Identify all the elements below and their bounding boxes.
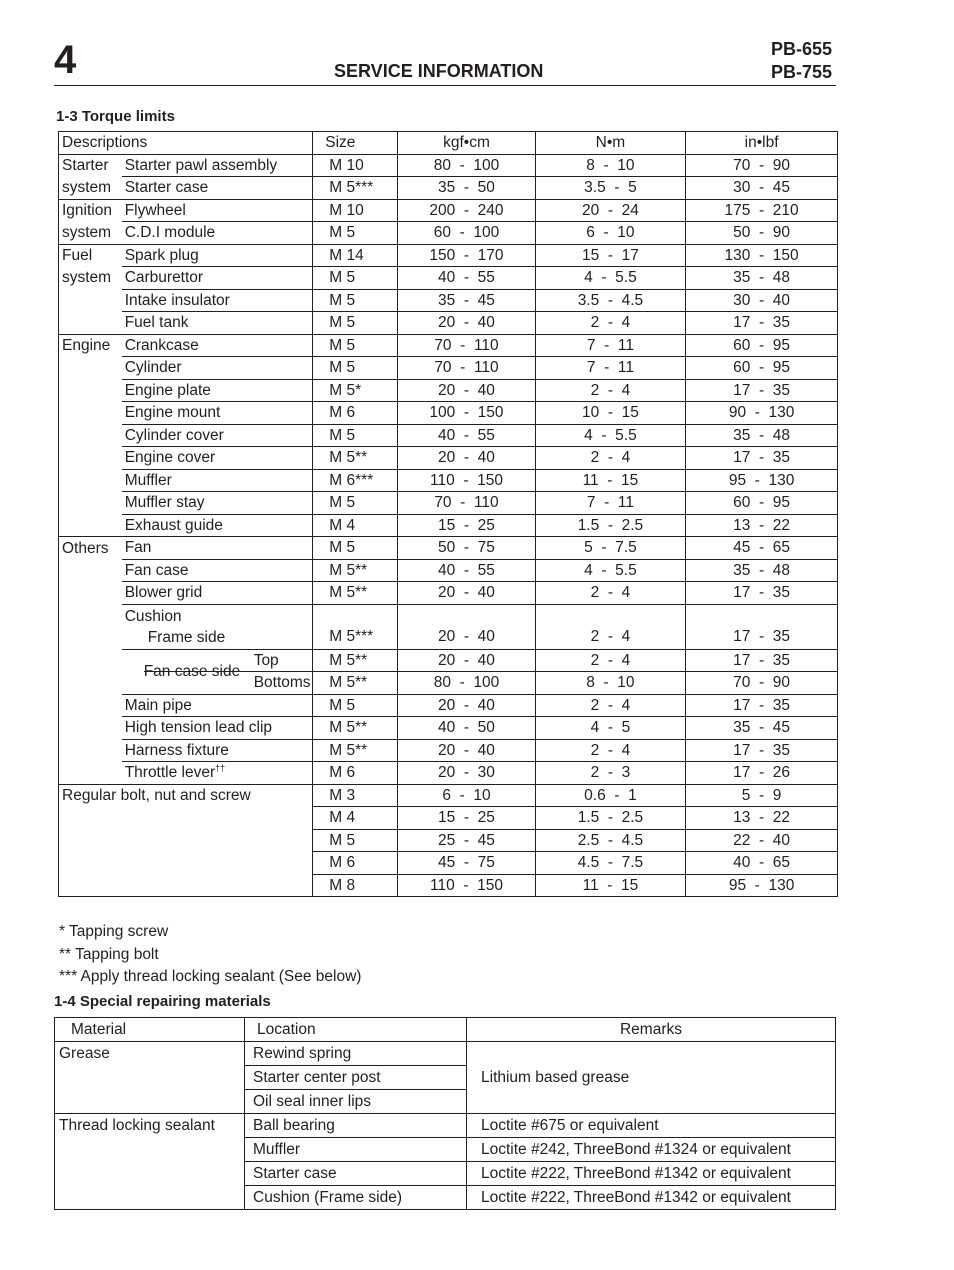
category-cell [59, 312, 122, 335]
size-cell: M 5*** [313, 604, 398, 649]
description-cell: Exhaust guide [122, 514, 313, 537]
in-lbf-cell: 35 - 48 [686, 267, 838, 290]
in-lbf-cell: 60 - 95 [686, 492, 838, 515]
category-cell [59, 289, 122, 312]
description-cell: Muffler stay [122, 492, 313, 515]
location-cell: Rewind spring [245, 1042, 467, 1066]
table-header-row [55, 1018, 836, 1042]
torque-limits-table [58, 131, 838, 897]
in-lbf-cell: 60 - 95 [686, 357, 838, 380]
kgf-cm-cell: 80 - 100 [398, 672, 535, 695]
in-lbf-cell: 50 - 90 [686, 222, 838, 245]
size-cell: M 5 [313, 492, 398, 515]
description-cell: Muffler [122, 469, 313, 492]
location-cell: Cushion (Frame side) [245, 1186, 467, 1210]
description-cell: Carburettor [122, 267, 313, 290]
category-cell: system [59, 177, 122, 200]
footnotes [59, 921, 361, 989]
category-cell: Engine [59, 334, 122, 357]
n-m-cell: 11 - 15 [535, 874, 685, 897]
description-cell: Engine cover [122, 447, 313, 470]
kgf-cm-cell: 40 - 50 [398, 717, 535, 740]
in-cell: 17 - 35 [686, 604, 838, 649]
n-m-cell: 7 - 11 [535, 334, 685, 357]
material-cell: Thread locking sealant [55, 1114, 245, 1210]
description-cell: Fan case [122, 559, 313, 582]
header-descriptions: Descriptions [59, 132, 313, 155]
table-row [59, 717, 838, 740]
regular-bolt-label: Regular bolt, nut and screw [59, 784, 313, 897]
category-cell [59, 649, 122, 672]
header-size: Size [313, 132, 398, 155]
in-lbf-cell: 35 - 48 [686, 424, 838, 447]
description-text: Harness fixture [124, 741, 229, 759]
n-m-cell: 8 - 10 [535, 672, 685, 695]
kgf-cm-cell: 15 - 25 [398, 514, 535, 537]
n-m-cell: 10 - 15 [535, 402, 685, 425]
description-cell: Cylinder [122, 357, 313, 380]
category-cell [59, 379, 122, 402]
table-row [59, 222, 838, 245]
table-row [59, 357, 838, 380]
category-cell [59, 739, 122, 762]
n-m-cell: 11 - 15 [535, 469, 685, 492]
size-cell: M 5** [313, 649, 398, 672]
description-cell: Crankcase [122, 334, 313, 357]
in-lbf-cell: 22 - 40 [686, 829, 838, 852]
size-cell: M 6 [313, 762, 398, 785]
size-cell: M 5** [313, 739, 398, 762]
size-cell: M 5 [313, 312, 398, 335]
category-cell [59, 447, 122, 470]
header-rule [54, 85, 836, 86]
n-m-cell: 4 - 5 [535, 717, 685, 740]
n-m-cell: 8 - 10 [535, 154, 685, 177]
remark-cell: Loctite #222, ThreeBond #1342 or equivalent [467, 1186, 836, 1210]
kgf-cm-cell: 60 - 100 [398, 222, 535, 245]
size-cell: M 5** [313, 582, 398, 605]
category-cell: system [59, 267, 122, 290]
in-lbf-cell: 5 - 9 [686, 784, 838, 807]
kgf-cm-cell: 35 - 45 [398, 289, 535, 312]
size-cell: M 5*** [313, 177, 398, 200]
size-cell: M 10 [313, 199, 398, 222]
kgf-cm-cell: 40 - 55 [398, 424, 535, 447]
n-m-cell: 6 - 10 [535, 222, 685, 245]
in-lbf-cell: 17 - 35 [686, 739, 838, 762]
table-row [59, 784, 838, 807]
category-cell: Starter [59, 154, 122, 177]
description-cell: Cylinder cover [122, 424, 313, 447]
kgf-cm-cell: 20 - 40 [398, 739, 535, 762]
table-row [59, 762, 838, 785]
in-lbf-cell: 30 - 45 [686, 177, 838, 200]
n-m-cell: 2 - 4 [535, 694, 685, 717]
size-cell: M 6*** [313, 469, 398, 492]
fan-case-side-group [122, 650, 313, 694]
top-label: Top [253, 651, 279, 669]
fan-case-side-label: Fan case side [143, 662, 241, 680]
table-row [55, 1114, 836, 1138]
remark-cell: Loctite #222, ThreeBond #1342 or equivalent [467, 1162, 836, 1186]
table-row [59, 199, 838, 222]
size-cell: M 5** [313, 717, 398, 740]
n-m-cell: 1.5 - 2.5 [535, 807, 685, 830]
header-kgf-cm: kgf•cm [398, 132, 535, 155]
kgf-cm-cell: 25 - 45 [398, 829, 535, 852]
category-cell: Ignition [59, 199, 122, 222]
size-cell: M 5 [313, 829, 398, 852]
description-cell: Intake insulator [122, 289, 313, 312]
in-lbf-cell: 17 - 35 [686, 582, 838, 605]
n-m-cell: 7 - 11 [535, 492, 685, 515]
n-m-cell: 2.5 - 4.5 [535, 829, 685, 852]
in-lbf-cell: 70 - 90 [686, 154, 838, 177]
in-lbf-cell: 45 - 65 [686, 537, 838, 560]
in-lbf-cell: 35 - 45 [686, 717, 838, 740]
size-cell: M 5 [313, 537, 398, 560]
kgf-cm-cell: 20 - 40 [398, 582, 535, 605]
header-material: Material [55, 1018, 245, 1042]
category-cell: system [59, 222, 122, 245]
category-cell [59, 582, 122, 605]
in-lbf-cell: 30 - 40 [686, 289, 838, 312]
location-cell: Oil seal inner lips [245, 1090, 467, 1114]
kgf-cell: 20 - 40 [398, 604, 535, 649]
table-row [59, 492, 838, 515]
n-m-cell: 20 - 24 [535, 199, 685, 222]
size-cell: M 5 [313, 424, 398, 447]
table-row [59, 694, 838, 717]
kgf-cm-cell: 40 - 55 [398, 267, 535, 290]
table-row [59, 739, 838, 762]
kgf-cm-cell: 70 - 110 [398, 492, 535, 515]
kgf-cm-cell: 20 - 40 [398, 447, 535, 470]
kgf-cm-cell: 80 - 100 [398, 154, 535, 177]
section-title-torque: 1-3 Torque limits [56, 108, 175, 125]
section-title-materials: 1-4 Special repairing materials [54, 993, 271, 1010]
table-row [59, 649, 838, 672]
size-cell: M 6 [313, 852, 398, 875]
n-m-cell: 2 - 4 [535, 739, 685, 762]
table-row [59, 177, 838, 200]
table-row [59, 469, 838, 492]
description-cell: Fuel tank [122, 312, 313, 335]
n-m-cell: 4.5 - 7.5 [535, 852, 685, 875]
in-lbf-cell: 13 - 22 [686, 807, 838, 830]
table-row [59, 267, 838, 290]
category-cell [59, 717, 122, 740]
n-m-cell: 2 - 4 [535, 312, 685, 335]
frame-side-label: Frame side [147, 628, 226, 646]
description-cell [122, 649, 313, 694]
kgf-cm-cell: 20 - 40 [398, 312, 535, 335]
in-lbf-cell: 90 - 130 [686, 402, 838, 425]
description-cell [122, 717, 313, 740]
table-row [59, 559, 838, 582]
in-lbf-cell: 60 - 95 [686, 334, 838, 357]
table-row [55, 1042, 836, 1066]
description-text: Main pipe [124, 696, 192, 714]
size-cell: M 5* [313, 379, 398, 402]
category-cell [59, 357, 122, 380]
table-row [59, 244, 838, 267]
n-m-cell: 2 - 4 [535, 582, 685, 605]
description-cell: Engine mount [122, 402, 313, 425]
in-lbf-cell: 17 - 35 [686, 379, 838, 402]
category-cell [59, 424, 122, 447]
category-cell: Others [59, 537, 122, 560]
description-cell [122, 762, 313, 785]
table-row [59, 514, 838, 537]
nm-cell: 2 - 4 [535, 604, 685, 649]
table-row [59, 582, 838, 605]
header-remarks: Remarks [467, 1018, 836, 1042]
kgf-cm-cell: 6 - 10 [398, 784, 535, 807]
n-m-cell: 15 - 17 [535, 244, 685, 267]
header-location: Location [245, 1018, 467, 1042]
location-cell: Muffler [245, 1138, 467, 1162]
table-row [59, 537, 838, 560]
description-cell: Engine plate [122, 379, 313, 402]
in-lbf-cell: 175 - 210 [686, 199, 838, 222]
category-cell [59, 514, 122, 537]
model-number-2: PB-755 [770, 62, 832, 82]
table-row [59, 424, 838, 447]
size-cell: M 5 [313, 694, 398, 717]
description-cell: Blower grid [122, 582, 313, 605]
remark-cell: Loctite #242, ThreeBond #1324 or equivalent [467, 1138, 836, 1162]
in-lbf-cell: 17 - 26 [686, 762, 838, 785]
n-m-cell: 2 - 4 [535, 649, 685, 672]
size-cell: M 3 [313, 784, 398, 807]
size-cell: M 5** [313, 447, 398, 470]
n-m-cell: 4 - 5.5 [535, 559, 685, 582]
location-cell: Starter case [245, 1162, 467, 1186]
kgf-cm-cell: 150 - 170 [398, 244, 535, 267]
kgf-cm-cell: 40 - 55 [398, 559, 535, 582]
size-cell: M 5 [313, 267, 398, 290]
kgf-cm-cell: 20 - 40 [398, 379, 535, 402]
remark-cell: Loctite #675 or equivalent [467, 1114, 836, 1138]
description-cell [122, 604, 313, 649]
n-m-cell: 2 - 4 [535, 447, 685, 470]
table-row [59, 154, 838, 177]
description-cell: Flywheel [122, 199, 313, 222]
size-cell: M 5** [313, 672, 398, 695]
description-text: High tension lead clip [124, 719, 273, 737]
n-m-cell: 4 - 5.5 [535, 424, 685, 447]
location-cell: Starter center post [245, 1066, 467, 1090]
in-lbf-cell: 13 - 22 [686, 514, 838, 537]
table-row [59, 289, 838, 312]
category-cell [59, 469, 122, 492]
header-n-m: N•m [535, 132, 685, 155]
category-cell [59, 402, 122, 425]
kgf-cm-cell: 50 - 75 [398, 537, 535, 560]
footnote-tapping-bolt: ** Tapping bolt [59, 945, 159, 963]
description-cell: Fan [122, 537, 313, 560]
in-lbf-cell: 17 - 35 [686, 312, 838, 335]
in-lbf-cell: 35 - 48 [686, 559, 838, 582]
footnote-thread-locking: *** Apply thread locking sealant (See below) [59, 968, 362, 985]
kgf-cm-cell: 20 - 40 [398, 694, 535, 717]
n-m-cell: 5 - 7.5 [535, 537, 685, 560]
description-cell [122, 694, 313, 717]
size-cell: M 4 [313, 514, 398, 537]
footnote-tapping-screw: * Tapping screw [59, 923, 169, 940]
size-cell: M 10 [313, 154, 398, 177]
kgf-cm-cell: 200 - 240 [398, 199, 535, 222]
page-title: SERVICE INFORMATION [334, 61, 544, 81]
in-lbf-cell: 17 - 35 [686, 649, 838, 672]
size-cell: M 5** [313, 559, 398, 582]
size-cell: M 5 [313, 334, 398, 357]
kgf-cm-cell: 70 - 110 [398, 334, 535, 357]
size-cell: M 6 [313, 402, 398, 425]
description-cell: Spark plug [122, 244, 313, 267]
size-cell: M 5 [313, 289, 398, 312]
size-cell: M 4 [313, 807, 398, 830]
in-lbf-cell: 95 - 130 [686, 874, 838, 897]
n-m-cell: 3.5 - 4.5 [535, 289, 685, 312]
category-cell [59, 694, 122, 717]
model-number-1: PB-655 [770, 39, 832, 59]
kgf-cm-cell: 110 - 150 [398, 874, 535, 897]
category-cell: Fuel [59, 244, 122, 267]
kgf-cm-cell: 70 - 110 [398, 357, 535, 380]
n-m-cell: 2 - 3 [535, 762, 685, 785]
size-cell: M 5 [313, 222, 398, 245]
table-row [59, 402, 838, 425]
n-m-cell: 7 - 11 [535, 357, 685, 380]
size-cell: M 14 [313, 244, 398, 267]
kgf-cm-cell: 110 - 150 [398, 469, 535, 492]
category-cell [59, 604, 122, 649]
n-m-cell: 1.5 - 2.5 [535, 514, 685, 537]
in-lbf-cell: 95 - 130 [686, 469, 838, 492]
size-cell: M 8 [313, 874, 398, 897]
category-cell [59, 762, 122, 785]
kgf-cm-cell: 20 - 40 [398, 649, 535, 672]
in-lbf-cell: 17 - 35 [686, 694, 838, 717]
in-lbf-cell: 70 - 90 [686, 672, 838, 695]
n-m-cell: 0.6 - 1 [535, 784, 685, 807]
table-row [59, 312, 838, 335]
size-cell: M 5 [313, 357, 398, 380]
cushion-label: Cushion [124, 607, 182, 625]
in-lbf-cell: 130 - 150 [686, 244, 838, 267]
footnote-marker: †† [215, 763, 226, 774]
location-cell: Ball bearing [245, 1114, 467, 1138]
in-lbf-cell: 17 - 35 [686, 447, 838, 470]
kgf-cm-cell: 15 - 25 [398, 807, 535, 830]
description-cell: C.D.I module [122, 222, 313, 245]
material-cell: Grease [55, 1042, 245, 1114]
kgf-cm-cell: 35 - 50 [398, 177, 535, 200]
header-in-lbf: in•lbf [686, 132, 838, 155]
n-m-cell: 2 - 4 [535, 379, 685, 402]
special-materials-table [54, 1017, 836, 1210]
kgf-cm-cell: 45 - 75 [398, 852, 535, 875]
bottoms-label: Bottoms [253, 673, 311, 691]
remark-cell: Lithium based grease [467, 1042, 836, 1114]
category-cell [59, 559, 122, 582]
in-lbf-cell: 40 - 65 [686, 852, 838, 875]
description-text: Throttle lever [124, 764, 216, 782]
page-number: 4 [54, 38, 77, 82]
n-m-cell: 4 - 5.5 [535, 267, 685, 290]
description-cell: Starter case [122, 177, 313, 200]
kgf-cm-cell: 100 - 150 [398, 402, 535, 425]
category-cell [59, 492, 122, 515]
table-row [59, 447, 838, 470]
table-header-row [59, 132, 838, 155]
table-row [59, 604, 838, 649]
table-row [59, 379, 838, 402]
n-m-cell: 3.5 - 5 [535, 177, 685, 200]
description-cell: Starter pawl assembly [122, 154, 313, 177]
kgf-cm-cell: 20 - 30 [398, 762, 535, 785]
table-row [59, 334, 838, 357]
category-cell [59, 672, 122, 695]
description-cell [122, 739, 313, 762]
